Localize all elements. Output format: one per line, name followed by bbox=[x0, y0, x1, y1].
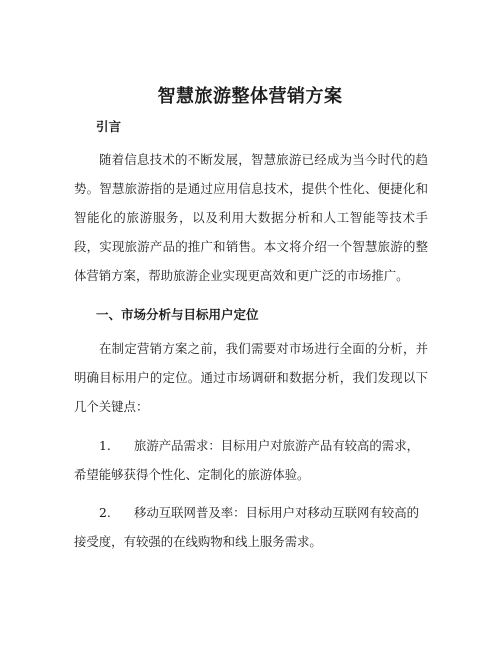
list-item-text: 移动互联网普及率：目标用户对移动互联网有较高的接受度，有较强的在线购物和线上服务需求。 bbox=[74, 505, 419, 549]
list-item-text: 旅游产品需求：目标用户对旅游产品有较高的需求，希望能够获得个性化、定制化的旅游体验。 bbox=[74, 438, 419, 482]
document-title: 智慧旅游整体营销方案 bbox=[157, 86, 343, 107]
market-analysis-paragraph: 在制定营销方案之前，我们需要对市场进行全面的分析，并明确目标用户的定位。通过市场调研和数据分析，我们发现以下几个关键点： bbox=[74, 341, 428, 414]
list-item-number: 2. bbox=[99, 505, 111, 520]
introduction-paragraph: 随着信息技术的不断发展，智慧旅游已经成为当今时代的趋势。智慧旅游指的是通过应用信息技术，提供个性化、便捷化和智能化的旅游服务，以及利用大数据分析和人工智能等技术手段，实现旅游产品的推广和销售。本文将介绍一个智慧旅游的整体营销方案，帮助旅游企业实现更高效和更广泛的市场推广。 bbox=[74, 152, 428, 283]
section-heading-introduction: 引言 bbox=[96, 119, 122, 134]
list-item bbox=[74, 498, 428, 556]
section-heading-market-analysis: 一、市场分析与目标用户定位 bbox=[96, 307, 259, 322]
list-item bbox=[74, 431, 428, 489]
list-item-number: 1. bbox=[99, 438, 111, 453]
